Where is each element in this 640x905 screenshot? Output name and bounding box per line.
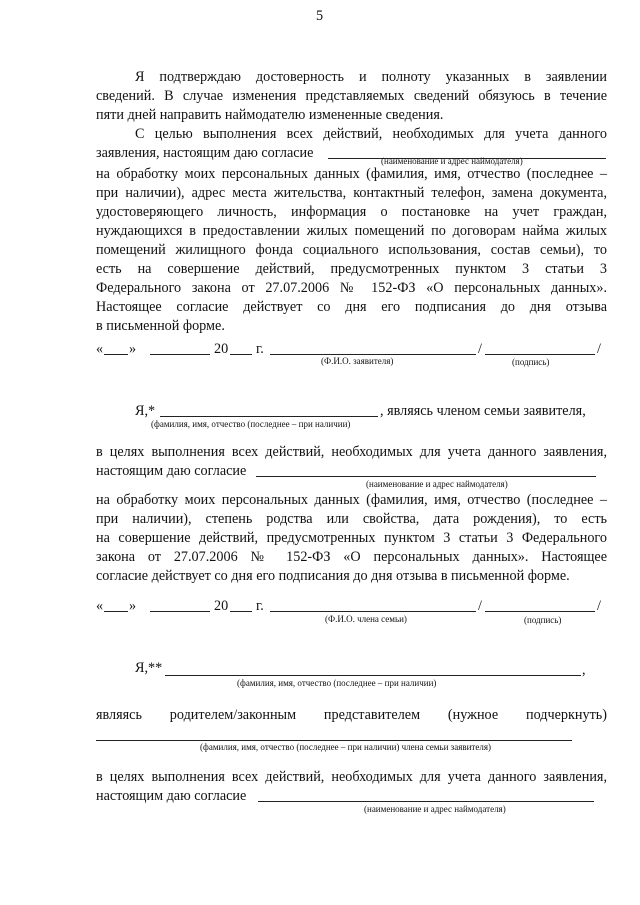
block3-body-line-3: на совершение действий, предусмотренных пунктом 3 статьи 3 Федерального xyxy=(96,530,607,546)
block3-consent-prefix: настоящим даю согласие xyxy=(96,463,247,479)
block3-ya: Я,* xyxy=(135,403,156,419)
block2-name-blank[interactable] xyxy=(270,354,476,355)
block3-line-1: в целях выполнения всех действий, необходимых для учета данного заявления, xyxy=(96,444,607,460)
block2-month-blank[interactable] xyxy=(150,354,210,355)
block2-body-line-4: нуждающихся в предоставлении жилых помещений по договорам найма жилых xyxy=(96,223,607,239)
block3-signature-blank[interactable] xyxy=(485,611,595,612)
block3-month-blank[interactable] xyxy=(150,611,210,612)
block4-consent-blank[interactable] xyxy=(258,801,594,802)
block3-sign-hint: (подпись) xyxy=(524,615,562,625)
block3-body-line-4: закона от 27.07.2006 № 152-ФЗ «О персональных данных». Настоящее xyxy=(96,549,607,565)
block1-line-3: пяти дней направить наймодателю измененные сведения. xyxy=(96,107,444,123)
block3-body-line-2: при наличии), степень родства или свойства, дата рождения), то есть xyxy=(96,511,607,527)
block3-sign-name-hint: (Ф.И.О. члена семьи) xyxy=(325,614,407,624)
block4-consent-prefix: настоящим даю согласие xyxy=(96,788,247,804)
block2-body-line-2: при наличии), адрес места жительства, контактный телефон, замена документа, xyxy=(96,185,607,201)
block3-body-line-1: на обработку моих персональных данных (фамилия, имя, отчество (последнее – xyxy=(96,492,607,508)
block3-consent-blank[interactable] xyxy=(256,476,596,477)
block2-consent-hint: (наименование и адрес наймодателя) xyxy=(381,156,523,166)
block2-year-suffix: г. xyxy=(256,341,264,357)
block4-ya: Я,** xyxy=(135,660,163,676)
block3-day-blank[interactable] xyxy=(104,611,128,612)
block2-quote-close: » xyxy=(129,341,137,357)
block2-sign-hint: (подпись) xyxy=(512,357,550,367)
block2-quote-open: « xyxy=(96,341,104,357)
block2-year-blank[interactable] xyxy=(230,354,252,355)
block4-line-1: в целях выполнения всех действий, необходимых для учета данного заявления, xyxy=(96,769,607,785)
block2-consent-prefix: заявления, настоящим даю согласие xyxy=(96,145,314,161)
block2-body-line-8: Настоящее согласие действует со дня его подписания до дня отзыва xyxy=(96,299,607,315)
block2-day-blank[interactable] xyxy=(104,354,128,355)
block3-year-prefix: 20 xyxy=(214,598,229,614)
block2-body-line-5: помещений жилищного фонда социального использования, состав семьи), то xyxy=(96,242,607,258)
block3-member-suffix: , являясь членом семьи заявителя, xyxy=(380,403,586,419)
block3-consent-hint: (наименование и адрес наймодателя) xyxy=(366,479,508,489)
block3-name-hint: (фамилия, имя, отчество (последнее – при наличии) xyxy=(151,419,351,429)
block3-quote-open: « xyxy=(96,598,104,614)
block1-line-1: Я подтверждаю достоверность и полноту указанных в заявлении xyxy=(135,69,607,85)
block1-line-2: сведений. В случае изменения представляемых сведений обязуюсь в течение xyxy=(96,88,607,104)
block3-slash-2: / xyxy=(597,598,601,614)
block2-slash-2: / xyxy=(597,341,601,357)
block3-year-blank[interactable] xyxy=(230,611,252,612)
block2-year-prefix: 20 xyxy=(214,341,229,357)
block4-member-hint: (фамилия, имя, отчество (последнее – при наличии) члена семьи заявителя) xyxy=(200,742,491,752)
page-number: 5 xyxy=(316,8,324,24)
block2-line-1: С целью выполнения всех действий, необходимых для учета данного xyxy=(135,126,607,142)
block4-member-blank[interactable] xyxy=(96,740,572,741)
block3-name-blank-sign[interactable] xyxy=(270,611,476,612)
block3-name-blank[interactable] xyxy=(160,416,378,417)
block2-body-line-7: Федерального закона от 27.07.2006 № 152-ФЗ «О персональных данных». xyxy=(96,280,607,296)
block4-name-blank[interactable] xyxy=(165,675,581,676)
block4-comma: , xyxy=(582,662,586,678)
block4-consent-hint: (наименование и адрес наймодателя) xyxy=(364,804,506,814)
block2-slash-1: / xyxy=(478,341,482,357)
block2-body-line-1: на обработку моих персональных данных (фамилия, имя, отчество (последнее – xyxy=(96,166,607,182)
block4-name-hint: (фамилия, имя, отчество (последнее – при наличии) xyxy=(237,678,437,688)
block2-body-line-3: удостоверяющего личность, информация о постановке на учет граждан, xyxy=(96,204,607,220)
block4-rep-line: являясь родителем/законным представителем (нужное подчеркнуть) xyxy=(96,707,607,723)
block2-name-hint: (Ф.И.О. заявителя) xyxy=(321,356,394,366)
block3-quote-close: » xyxy=(129,598,137,614)
block3-year-suffix: г. xyxy=(256,598,264,614)
block2-body-last: в письменной форме. xyxy=(96,318,225,334)
block3-slash-1: / xyxy=(478,598,482,614)
block2-signature-blank[interactable] xyxy=(485,354,595,355)
block3-body-last: согласие действует со дня его подписания до дня отзыва в письменной форме. xyxy=(96,568,570,584)
block2-body-line-6: есть на совершение действий, предусмотренных пунктом 3 статьи 3 xyxy=(96,261,607,277)
